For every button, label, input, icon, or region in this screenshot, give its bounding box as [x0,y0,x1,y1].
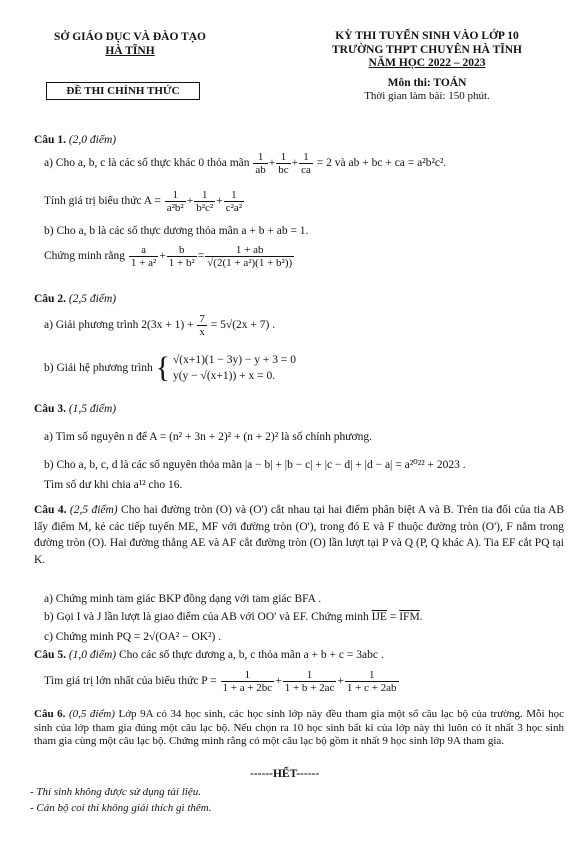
q1-b: b) Cho a, b là các số thực dương thỏa mãn a + b + ab = 1. [44,225,309,237]
q6-body: Câu 6. (0,5 điểm) Lớp 9A có 34 học sinh, các học sinh lớp này đều tham gia một số câu lạc bộ của trường. Mỗi học sinh của lớp tham gia đúng một câu lạc bộ. Nếu chọn ra 10 học sinh bất kì của lớp này thì luôn có ít nhất 3 học sinh tham gia cùng một câu lạc bộ. Chứng minh rằng có một câu lạc bộ gồm ít nhất 9 học sinh lớp 9A tham gia. [34,708,565,747]
frac-1-ab: $\frac{1}{ab}$ [255,150,266,176]
q2-heading: Câu 2. (2,5 điểm) [34,293,117,305]
q3-b: b) Cho a, b, c, d là các số nguyên thỏa mãn |a − b| + |b − c| + |c − d| + |d − a| = a²⁰²² + 2023 . [44,459,466,471]
system-brace: { [155,351,171,384]
q4-a: a) Chứng minh tam giác BKP đồng dạng với tam giác BFA . [44,593,322,605]
frac-1-ca: $\frac{1}{ca}$ [301,150,311,176]
q1-title: Câu 1. [34,134,66,146]
exam-line1: KỲ THI TUYỂN SINH VÀO LỚP 10 [335,30,519,42]
footer-note-1: - Thí sinh không được sử dụng tài liệu. [30,786,201,798]
q1-b-prove: Chứng minh rằng $\frac{a}{\text{1 + a²}}$ + $\frac{b}{\text{1 + b²}}$ = $\frac{1 + ab}{\text{√(2(1 + a²)(1 + b²))}}$ [44,243,293,269]
q3-heading: Câu 3. (1,5 điểm) [34,403,117,415]
dept-line1: SỞ GIÁO DỤC VÀ ĐÀO TẠO [54,31,206,43]
angle-ifm: $\overline{IFM}$ [399,611,420,623]
header-department [30,30,230,58]
q4-body: Câu 4. (2,5 điểm) Cho hai đường tròn (O) và (O') cắt nhau tại hai điểm phân biệt A và B. Trên tia đối của tia AB lấy điểm M, kẻ các tiếp tuyến ME, MF với đường tròn (O'), trong đó E và F thuộc đường tròn (O'), F nằm trong đường tròn (O). Hai đường thẳng AE và AF cắt đường tròn (O) lần lượt tại P và Q (P, Q khác A). Tia EF cắt PQ tại K. [34,504,565,566]
exam-subject: Môn thi: TOÁN [387,76,467,89]
header-exam [292,30,562,104]
q1-a-text: a) Cho a, b, c là các số thực khác 0 thỏa mãn [44,157,250,169]
q5-heading: Câu 5. (1,0 điểm) Cho các số thực dương a, b, c thỏa mãn a + b + c = 3abc . [34,649,384,661]
q1-a-cond-tail: = 2 và ab + bc + ca = a²b²c². [316,157,447,169]
q2-b: b) Giải hệ phương trình { √(x+1)(1 − 3y) − y + 3 = 0 y(y − √(x+1)) + x = 0. [44,351,296,384]
q4-c: c) Chứng minh PQ = 2√(OA² − OK²) . [44,631,222,643]
frac-1-bc: $\frac{1}{bc}$ [278,150,289,176]
official-exam-box: ĐỀ THI CHÍNH THỨC [46,82,200,100]
q1-heading [34,133,116,147]
q4-b: b) Gọi I và J lần lượt là giao điểm của AB với OO' và EF. Chứng minh $\overline{IJE} = \overline{IFM}$. [44,611,423,623]
footer-note-2: - Cán bộ coi thi không giải thích gì thêm. [30,802,212,814]
end-marker: ------HẾT------ [250,768,320,780]
exam-year: NĂM HỌC 2022 – 2023 [368,57,486,69]
q3-b-tail: Tìm số dư khi chia a¹² cho 16. [44,479,183,491]
exam-duration: Thời gian làm bài: 150 phút. [364,90,490,102]
dept-line2: HÀ TĨNH [105,45,155,57]
q3-a: a) Tìm số nguyên n để A = (n² + 3n + 2)² + (n + 2)² là số chính phương. [44,431,372,443]
equation-system: √(x+1)(1 − 3y) − y + 3 = 0 y(y − √(x+1)) + x = 0. [172,354,296,382]
q1-a-compute: Tính giá trị biểu thức A = $\frac{1}{\text{a²b²}}$ + $\frac{1}{\text{b²c²}}$ + $\frac{1}{\text{c²a²}}$ [44,188,243,214]
exam-line2: TRƯỜNG THPT CHUYÊN HÀ TĨNH [332,43,522,56]
q1-a: a) Cho a, b, c là các số thực khác 0 thỏa mãn $\frac{1}{ab}$ + $\frac{1}{bc}$ + $\frac{1}{ca}$ = 2 và ab + bc + ca = a²b²c². [44,150,447,176]
angle-ije: $\overline{IJE}$ [371,611,387,623]
q2-a: a) Giải phương trình 2(3x + 1) + $\frac{7}{x}$ = 5√(2x + 7) . [44,312,276,338]
q5-find: Tìm giá trị lớn nhất của biểu thức P = $\frac{1}{1 + a + 2bc}$ + $\frac{1}{1 + b + 2ac}$ + $\frac{1}{1 + c + 2ab}$ [44,668,397,694]
q1-points: (2,0 điểm) [68,134,117,146]
